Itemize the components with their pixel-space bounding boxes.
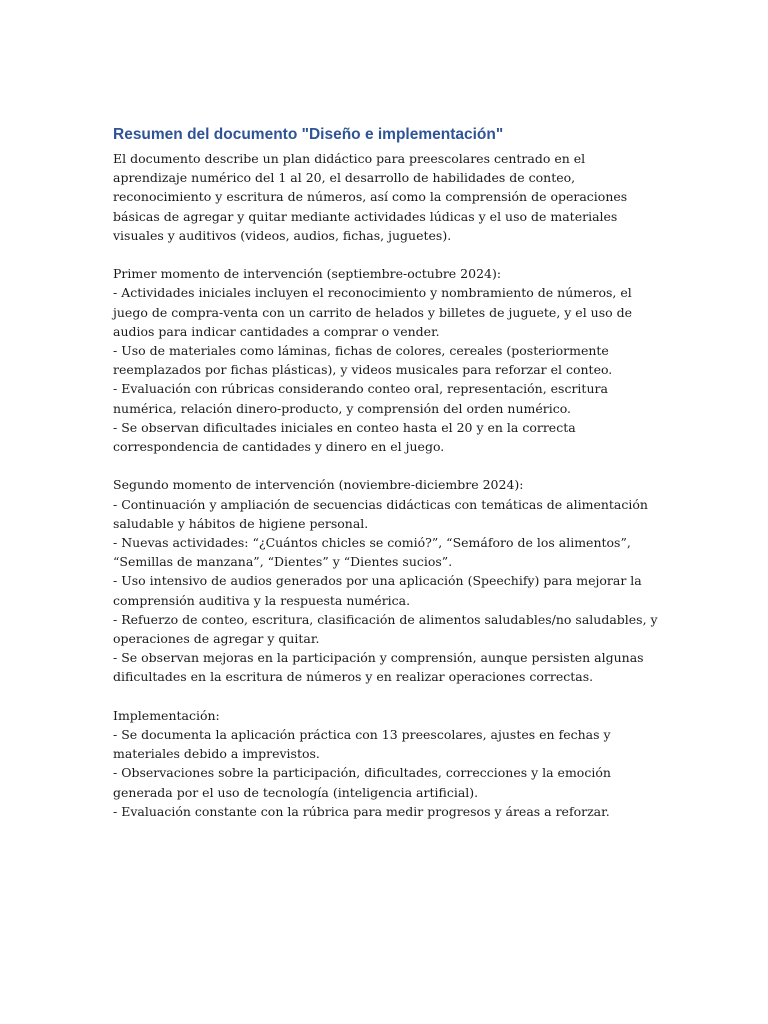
bullet-item: - Se documenta la aplicación práctica con 13 preescolares, ajustes en fechas y materiales debido a imprevistos. — [113, 727, 611, 762]
section-first-intervention — [113, 264, 658, 456]
bullet-item: - Evaluación constante con la rúbrica para medir progresos y áreas a reforzar. — [113, 803, 610, 819]
document-content — [113, 124, 658, 821]
bullet-item: - Uso intensivo de audios generados por una aplicación (Speechify) para mejorar la comprensión auditiva y la respuesta numérica. — [113, 573, 642, 608]
bullet-item: - Refuerzo de conteo, escritura, clasificación de alimentos saludables/no saludables, y operaciones de agregar y quitar. — [113, 611, 658, 647]
section-heading: Implementación: — [113, 707, 220, 723]
bullet-item: - Nuevas actividades: “¿Cuántos chicles se comió?”, “Semáforo de los alimentos”, “Semillas de manzana”, “Dientes” y “Dientes sucios”. — [113, 535, 631, 570]
intro-paragraph: El documento describe un plan didáctico para preescolares centrado en el aprendizaje numérico del 1 al 20, el desarrollo de habilidades de conteo, reconocimiento y escritura de números, así como la comprensión de operaciones básicas de agregar y quitar mediante actividades lúdicas y el uso de materiales visuales y auditivos (videos, audios, fichas, juguetes). — [113, 151, 628, 243]
bullet-item: - Observaciones sobre la participación, dificultades, correcciones y la emoción generada por el uso de tecnología (inteligencia artificial). — [113, 765, 611, 800]
bullet-item: - Actividades iniciales incluyen el reconocimiento y nombramiento de números, el juego de compra-venta con un carrito de helados y billetes de juguete, y el uso de audios para indicar cantidades a comprar o vender. — [113, 285, 633, 339]
bullet-item: - Se observan dificultades iniciales en conteo hasta el 20 y en la correcta correspondencia de cantidades y dinero en el juego. — [113, 419, 576, 455]
section-heading: Primer momento de intervención (septiembre-octubre 2024): — [113, 266, 502, 282]
document-title: Resumen del documento "Diseño e implementación" — [113, 126, 504, 143]
bullet-item: - Se observan mejoras en la participación y comprensión, aunque persisten algunas dificultades en la escritura de números y en realizar operaciones correctas. — [113, 650, 644, 685]
section-heading: Segundo momento de intervención (noviembre-diciembre 2024): — [113, 477, 524, 493]
section-second-intervention — [113, 475, 658, 686]
section-implementation — [113, 706, 658, 821]
bullet-item: - Evaluación con rúbricas considerando conteo oral, representación, escritura numérica, relación dinero-producto, y comprensión del orden numérico. — [113, 381, 608, 416]
bullet-item: - Uso de materiales como láminas, fichas de colores, cereales (posteriormente reemplazados por fichas plásticas), y videos musicales para reforzar el conteo. — [113, 343, 613, 378]
bullet-item: - Continuación y ampliación de secuencias didácticas con temáticas de alimentación saludable y hábitos de higiene personal. — [113, 496, 648, 531]
